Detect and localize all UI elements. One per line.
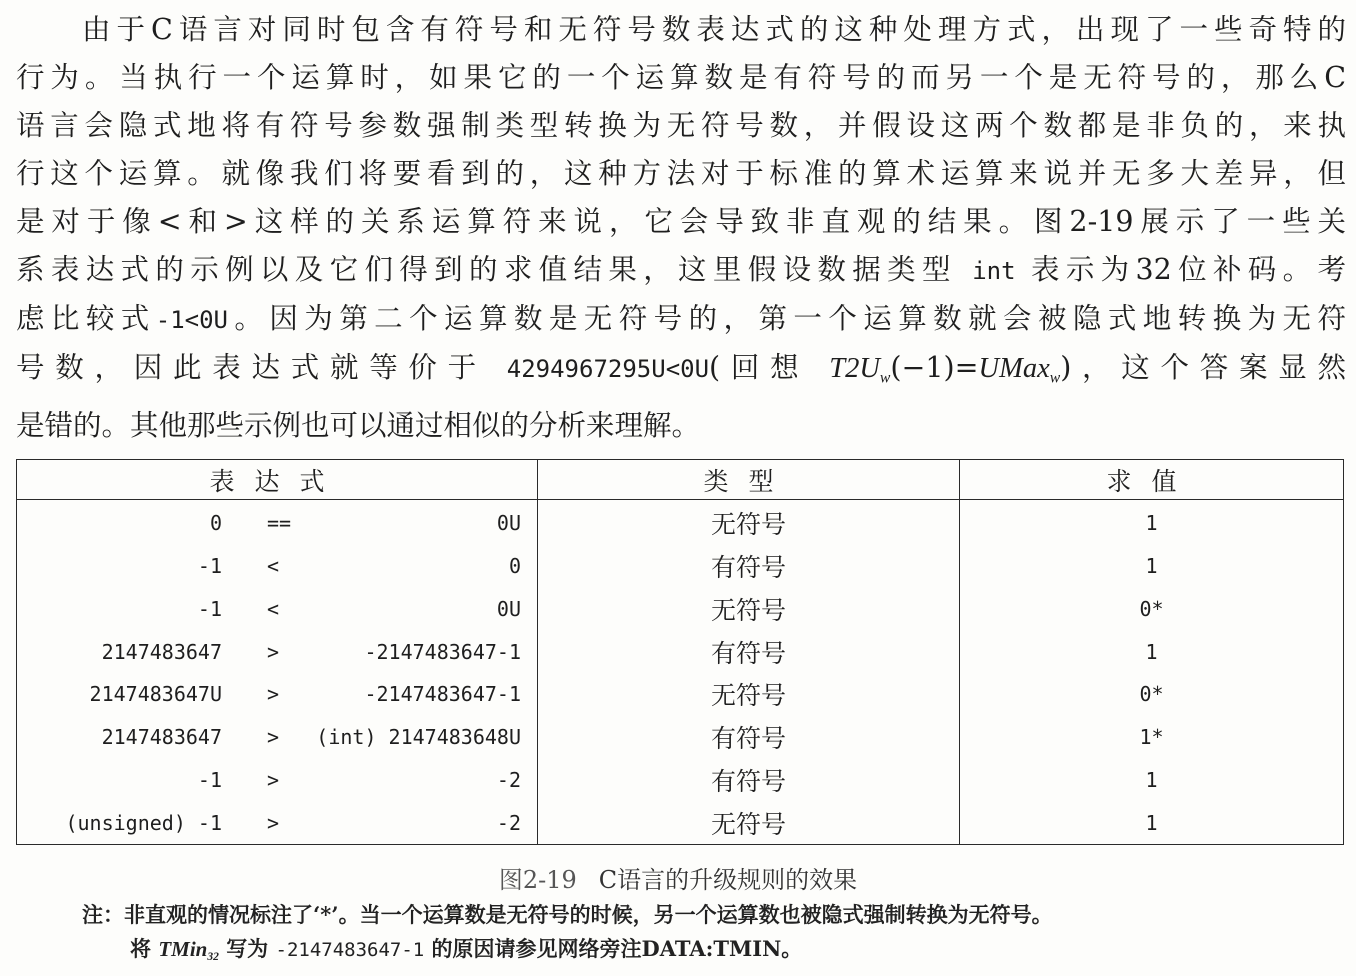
- expression-cell: [17, 587, 538, 630]
- table-row: [17, 587, 1343, 630]
- paragraph-text: )，这个答案显然: [1060, 351, 1346, 384]
- figure-number: 图2-19: [498, 866, 577, 894]
- math-t2u: T2U: [829, 353, 880, 384]
- paragraph-text: (回想: [709, 351, 810, 384]
- type-cell: 有符号: [538, 758, 960, 801]
- expr-left: 2147483647U: [89, 682, 222, 707]
- note-text: 将: [130, 936, 151, 961]
- expr-operator: >: [267, 725, 280, 750]
- expr-left: 2147483647: [101, 639, 222, 664]
- math-subscript: w: [1049, 369, 1061, 387]
- expr-right: (int) 2147483648U: [316, 725, 521, 750]
- expr-right: 0U: [496, 511, 521, 536]
- figure-note: [82, 898, 1352, 974]
- expression-cell: [17, 673, 538, 716]
- paragraph-text: 系表达式的示例以及它们得到的求值结果，这里假设数据类型: [16, 253, 957, 286]
- code-tmin: -2147483647-1: [275, 939, 425, 961]
- expression-cell: [17, 545, 538, 588]
- math-umax: UMax: [978, 353, 1050, 384]
- expr-operator: >: [267, 682, 280, 707]
- table-row: [17, 716, 1343, 759]
- expr-right: 0: [508, 554, 521, 579]
- expr-left: 0: [209, 511, 222, 536]
- note-line: [82, 932, 1352, 974]
- expr-operator: >: [267, 767, 280, 792]
- math-tmin: TMin: [158, 937, 208, 961]
- expression-cell: [17, 758, 538, 801]
- header-type: 类型: [538, 460, 960, 500]
- expr-right: 0U: [496, 596, 521, 621]
- type-cell: 有符号: [538, 630, 960, 673]
- math-subscript: w: [879, 369, 891, 387]
- body-paragraph: [16, 6, 1346, 450]
- type-cell: 无符号: [538, 673, 960, 716]
- paragraph-line: 是对于像<和>这样的关系运算符来说，它会导致非直观的结果。图2-19展示了一些关: [16, 205, 1346, 238]
- expr-operator: <: [267, 596, 280, 621]
- expression-cell: [17, 630, 538, 673]
- type-cell: 无符号: [538, 587, 960, 630]
- expression-cell: [17, 500, 538, 545]
- type-cell: 无符号: [538, 500, 960, 545]
- expr-left: -1: [197, 554, 222, 579]
- type-cell: 有符号: [538, 716, 960, 759]
- header-result: 求值: [960, 460, 1344, 500]
- paragraph-line: 行这个运算。就像我们将要看到的，这种方法对于标准的算术运算来说并无多大差异，但: [16, 157, 1346, 190]
- header-expression: 表达式: [17, 460, 538, 500]
- expr-operator: <: [267, 554, 280, 579]
- expr-right: -2: [496, 767, 521, 792]
- type-cell: 无符号: [538, 801, 960, 844]
- expr-right: -2: [496, 810, 521, 835]
- figure-title: C语言的升级规则的效果: [598, 866, 858, 894]
- expr-left: 2147483647: [101, 725, 222, 750]
- type-cell: 有符号: [538, 545, 960, 588]
- paragraph-text: 号数，因此表达式就等价于: [16, 351, 487, 384]
- paragraph-line: 语言会隐式地将有符号参数强制类型转换为无符号数，并假设这两个数都是非负的，来执: [16, 109, 1346, 142]
- figure-caption: [0, 860, 1356, 895]
- paragraph-line: 行为。当执行一个运算时，如果它的一个运算数是有符号的而另一个是无符号的，那么C: [16, 61, 1346, 94]
- expression-cell: [17, 716, 538, 759]
- math-subscript: 32: [207, 951, 219, 964]
- expr-left: -1: [197, 596, 222, 621]
- paragraph-line: [16, 246, 1346, 295]
- table-row: [17, 673, 1343, 716]
- result-cell: 1: [1145, 511, 1158, 536]
- expr-right: -2147483647-1: [364, 682, 521, 707]
- result-cell: 1: [1145, 554, 1158, 579]
- paragraph-line: [16, 295, 1346, 344]
- expression-cell: [17, 801, 538, 844]
- expr-left: (unsigned) -1: [65, 810, 222, 835]
- table-row: [17, 801, 1343, 844]
- math-text: (−1)=: [890, 351, 979, 384]
- table-row: [17, 500, 1343, 545]
- result-cell: 1: [1145, 639, 1158, 664]
- code-int: int: [972, 257, 1016, 285]
- result-cell: 1: [1145, 767, 1158, 792]
- expr-operator: >: [267, 810, 280, 835]
- result-cell: 1: [1145, 810, 1158, 835]
- result-cell: 0*: [1139, 596, 1164, 621]
- expr-right: -2147483647-1: [364, 639, 521, 664]
- paragraph-text: 。因为第二个运算数是无符号的，第一个运算数就会被隐式地转换为无符: [228, 302, 1346, 335]
- paragraph-line: 是错的。其他那些示例也可以通过相似的分析来理解。: [16, 409, 701, 443]
- result-cell: 1*: [1139, 725, 1164, 750]
- expr-operator: >: [267, 639, 280, 664]
- code-expression: 4294967295U<0U: [506, 355, 710, 383]
- table-row: [17, 758, 1343, 801]
- expr-left: -1: [197, 767, 222, 792]
- paragraph-line: 由于C语言对同时包含有符号和无符号数表达式的这种处理方式，出现了一些奇特的: [82, 13, 1346, 46]
- expr-operator: ==: [267, 511, 292, 536]
- code-comparison: -1<0U: [155, 306, 228, 334]
- table-row: [17, 545, 1343, 588]
- paragraph-text: 表示为32位补码。考: [1030, 253, 1346, 286]
- table-row: [17, 630, 1343, 673]
- paragraph-line: [16, 344, 1346, 402]
- paragraph-text: 虑比较式: [16, 302, 156, 335]
- result-cell: 0*: [1139, 682, 1164, 707]
- promotion-rules-table: [16, 459, 1344, 845]
- note-line: 注：非直观的情况标注了‘*’。当一个运算数是无符号的时候，另一个运算数也被隐式强制转换为无符号。: [82, 902, 1053, 927]
- note-text: 写为: [226, 936, 269, 961]
- note-text: 的原因请参见网络旁注DATA:TMIN。: [431, 936, 803, 961]
